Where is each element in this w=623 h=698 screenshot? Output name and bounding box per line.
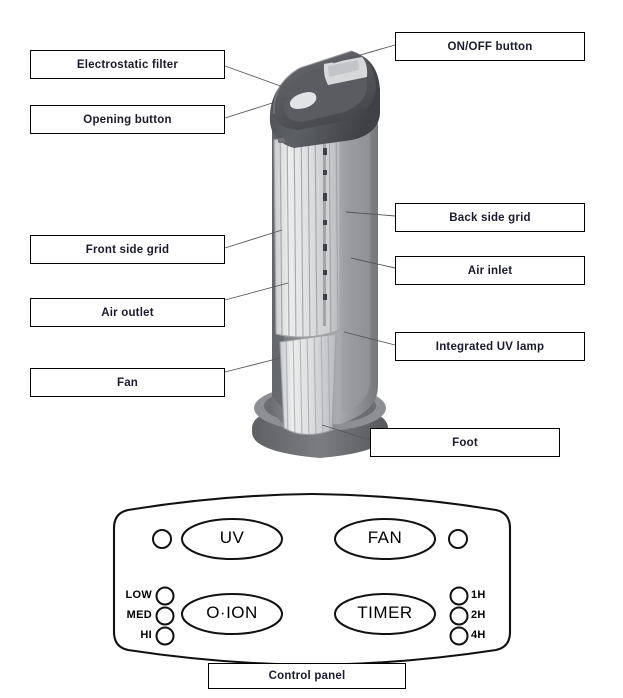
body-notch <box>278 138 285 143</box>
callout-label: Foot <box>452 436 478 449</box>
callout-front-side-grid[interactable] <box>30 235 225 264</box>
callout-integrated-uv-lamp[interactable] <box>395 332 585 361</box>
callout-label: Back side grid <box>449 211 531 224</box>
timer-1h-label: 1H <box>471 589 486 601</box>
timer-1h-led <box>451 588 468 605</box>
front-side-grid-lower <box>280 324 336 440</box>
callout-opening-button[interactable] <box>30 105 225 134</box>
callout-label: Control panel <box>268 670 346 682</box>
air-purifier-illustration <box>228 30 400 460</box>
callout-back-side-grid[interactable] <box>395 203 585 232</box>
speed-med-label: MED <box>126 609 152 621</box>
fan-button-label: FAN <box>367 528 403 547</box>
callout-foot[interactable] <box>370 428 560 457</box>
callout-label: ON/OFF button <box>447 40 533 53</box>
callout-label: Air outlet <box>101 306 154 319</box>
callout-electrostatic-filter[interactable] <box>30 50 225 79</box>
timer-4h-label: 4H <box>471 629 486 641</box>
callout-air-outlet[interactable] <box>30 298 225 327</box>
timer-button-label: TIMER <box>357 603 413 622</box>
callout-label: Opening button <box>83 113 172 126</box>
device-top-cap <box>270 51 380 148</box>
speed-low-led <box>157 588 174 605</box>
ion-button-label: O·ION <box>206 603 258 622</box>
callout-fan[interactable] <box>30 368 225 397</box>
callout-air-inlet[interactable] <box>395 256 585 285</box>
callout-label: Integrated UV lamp <box>435 340 545 353</box>
timer-4h-led <box>451 628 468 645</box>
callout-label: Fan <box>116 376 139 389</box>
timer-2h-label: 2H <box>471 609 486 621</box>
speed-hi-led <box>157 628 174 645</box>
callout-on-off-button[interactable] <box>395 32 585 61</box>
speed-hi-label: HI <box>140 629 152 641</box>
callout-label: Front side grid <box>85 243 170 256</box>
callout-label: Air inlet <box>467 264 513 277</box>
control-panel <box>110 492 515 667</box>
callout-control-panel[interactable] <box>208 663 406 689</box>
speed-low-label: LOW <box>125 589 152 601</box>
callout-label: Electrostatic filter <box>76 58 179 71</box>
uv-button-label: UV <box>219 528 245 547</box>
